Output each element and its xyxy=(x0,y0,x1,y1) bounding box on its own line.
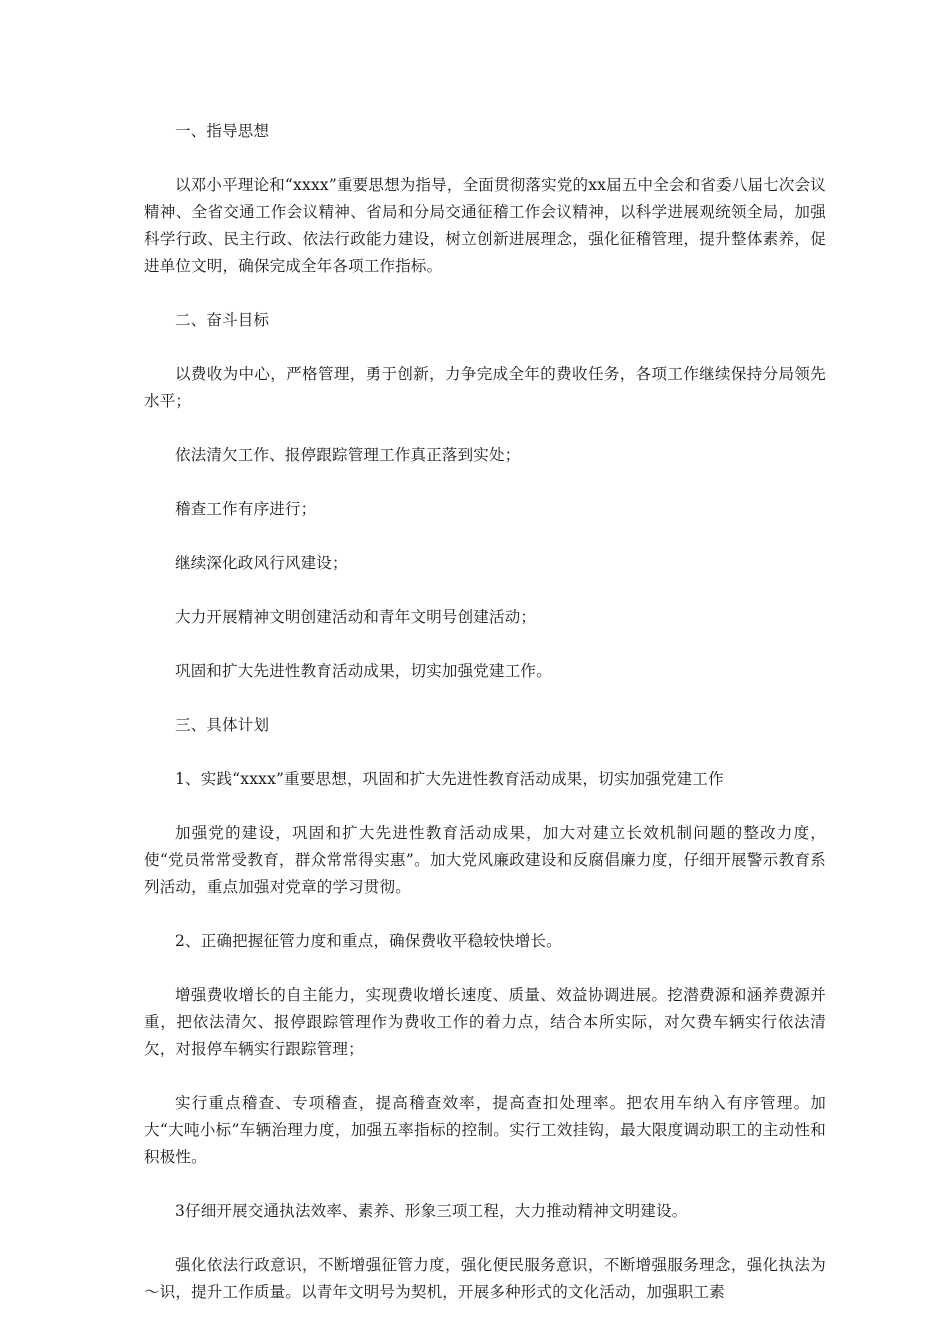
paragraph-goal-arrears: 依法清欠工作、报停跟踪管理工作真正落到实处； xyxy=(175,446,521,464)
paragraph-plan-item-3: 3仔细开展交通执法效率、素养、形象三项工程，大力推动精神文明建设。 xyxy=(175,1202,688,1220)
paragraph-plan-item-1-detail: 加强党的建设，巩固和扩大先进性教育活动成果，加大对建立长效机制问题的整改力度，使“党员常常受教育，群众常常得实惠”。加大党风廉政建设和反腐倡廉力度，仔细开展警示教育系列活动，重点加强对党章的学习贯彻。 xyxy=(144,824,826,896)
paragraph-goal-conduct: 继续深化政风行风建设； xyxy=(175,554,348,572)
document-body xyxy=(144,118,826,1333)
paragraph-goal-civilization: 大力开展精神文明创建活动和青年文明号创建活动； xyxy=(175,608,537,626)
paragraph-goal-fee-collection: 以费收为中心，严格管理，勇于创新，力争完成全年的费收任务，各项工作继续保持分局领先水平； xyxy=(144,365,826,410)
section-heading-goals: 二、奋斗目标 xyxy=(175,311,270,329)
section-heading-plan: 三、具体计划 xyxy=(175,716,270,734)
paragraph-plan-item-2-detail-b: 实行重点稽查、专项稽查，提高稽查效率，提高查扣处理率。把农用车纳入有序管理。加大“大吨小标”车辆治理力度，加强五率指标的控制。实行工效挂钩，最大限度调动职工的主动性和积极性。 xyxy=(144,1094,826,1166)
paragraph-plan-item-3-detail: 强化依法行政意识，不断增强征管力度，强化便民服务意识，不断增强服务理念，强化执法为～识，提升工作质量。以青年文明号为契机，开展多种形式的文化活动，加强职工素 xyxy=(144,1256,826,1301)
section-heading-guiding-thought: 一、指导思想 xyxy=(175,122,270,140)
paragraph-plan-item-1: 1、实践“xxxx”重要思想，巩固和扩大先进性教育活动成果，切实加强党建工作 xyxy=(175,770,724,788)
paragraph-guiding-thought: 以邓小平理论和“xxxx”重要思想为指导，全面贯彻落实党的xx届五中全会和省委八届七次会议精神、全省交通工作会议精神、省局和分局交通征稽工作会议精神，以科学进展观统领全局，加强科学行政、民主行政、依法行政能力建设，树立创新进展理念，强化征稽管理，提升整体素养，促进单位文明，确保完成全年各项工作指标。 xyxy=(144,176,826,275)
paragraph-goal-inspection: 稽查工作有序进行； xyxy=(175,500,317,518)
paragraph-goal-party-building: 巩固和扩大先进性教育活动成果，切实加强党建工作。 xyxy=(175,662,552,680)
paragraph-plan-item-2: 2、正确把握征管力度和重点，确保费收平稳较快增长。 xyxy=(175,932,562,950)
paragraph-plan-item-2-detail-a: 增强费收增长的自主能力，实现费收增长速度、质量、效益协调进展。挖潜费源和涵养费源并重，把依法清欠、报停跟踪管理作为费收工作的着力点，结合本所实际，对欠费车辆实行依法清欠，对报停车辆实行跟踪管理； xyxy=(144,986,826,1058)
